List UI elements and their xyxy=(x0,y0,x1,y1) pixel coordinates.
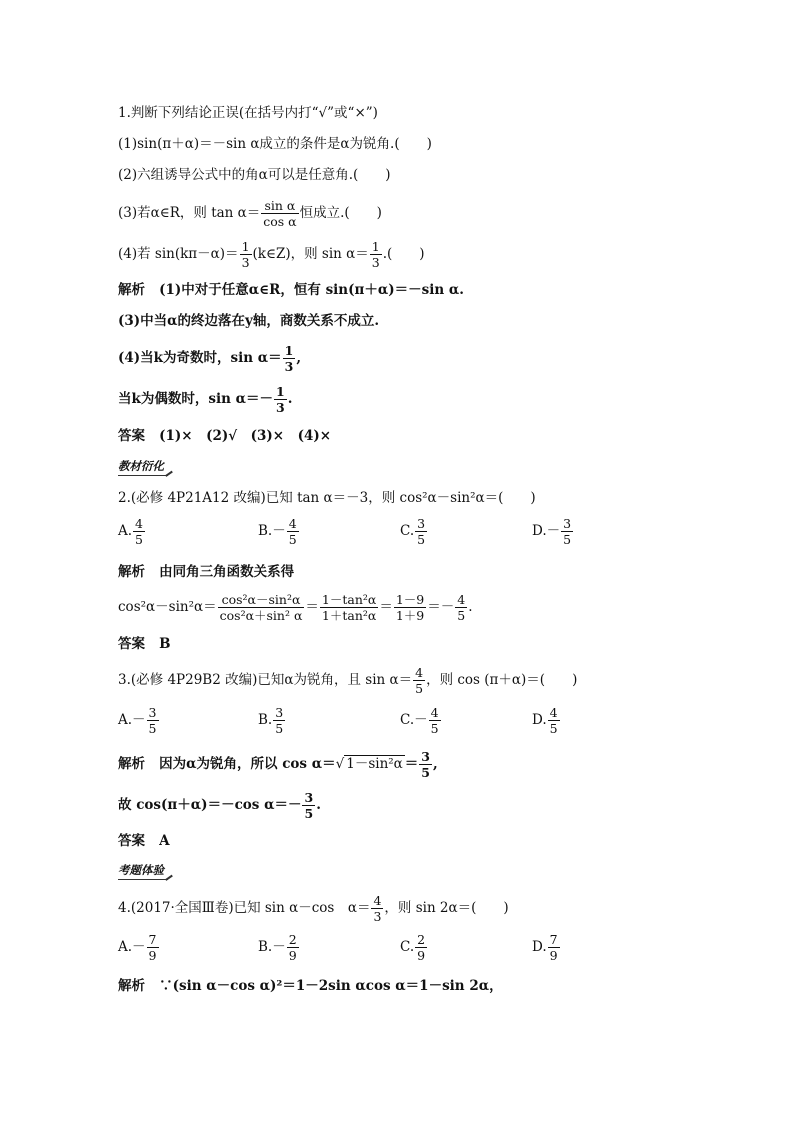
fraction: $\frac{1}{3}$ xyxy=(241,239,250,270)
section-tag-textbook: 教材衍化 xyxy=(118,458,168,476)
q1-solution-4a: (4)当k为奇数时，sin α＝ $\frac{1}{3}$ , xyxy=(118,343,302,374)
section-tag-exam: 考题体验 xyxy=(118,862,168,880)
answer-label: 答案 xyxy=(118,428,145,444)
q3-option-c: C.－ $\frac{4}{5}$ xyxy=(400,705,439,736)
q1-statement-3: (3)若α∈R，则 tan α＝ $\frac{\text{sin α}}{\text{cos α}}$ 恒成立.( ) xyxy=(118,198,382,229)
q3-answer: 答案 A xyxy=(118,833,170,849)
q3-option-a: A.－ $\frac{3}{5}$ xyxy=(118,705,157,736)
q1-solution-1: 解析 (1)中对于任意α∈R，恒有 sin(π＋α)＝－sin α. xyxy=(118,282,464,298)
solution-label: 解析 xyxy=(118,756,145,772)
q2-option-b: B.－ $\frac{4}{5}$ xyxy=(258,516,297,547)
q1-solution-3: (3)中当α的终边落在y轴，商数关系不成立. xyxy=(118,313,380,329)
q1-answer: 答案 (1)× (2)√ (3)× (4)× xyxy=(118,428,332,444)
fraction: $\frac{\text{sin α}}{\text{cos α}}$ xyxy=(263,198,297,229)
q1-statement-2: (2)六组诱导公式中的角α可以是任意角.( ) xyxy=(118,167,391,183)
q2-option-c: C. $\frac{3}{5}$ xyxy=(400,516,426,547)
q3-solution-1: 解析 因为α为锐角，所以 cos α＝√ 1－sin²α ＝ $\frac{3}{5}$ , xyxy=(118,749,438,780)
q4-option-b: B.－ $\frac{2}{9}$ xyxy=(258,932,297,963)
q3-solution-2: 故 cos(π＋α)＝－cos α＝－ $\frac{3}{5}$ . xyxy=(118,790,321,821)
solution-label: 解析 xyxy=(118,978,145,994)
fraction: $\frac{1}{3}$ xyxy=(371,239,380,270)
answer-label: 答案 xyxy=(118,833,145,849)
answer-label: 答案 xyxy=(118,636,145,652)
q3-option-d: D. $\frac{4}{5}$ xyxy=(532,705,558,736)
q1-stem: 1.判断下列结论正误(在括号内打“√”或“×”) xyxy=(118,105,378,121)
q2-option-a: A. $\frac{4}{5}$ xyxy=(118,516,143,547)
q2-stem: 2.(必修 4P21A12 改编)已知 tan α＝－3，则 cos²α－sin²α＝( ) xyxy=(118,490,536,506)
q1-solution-4b: 当k为偶数时，sin α＝－ $\frac{1}{3}$ . xyxy=(118,384,293,415)
q2-equation: cos²α－sin²α＝ $\frac{\text{cos²α－sin²α}}{\text{cos²α＋sin² α}}$ ＝ $\frac{\text{1－tan²α}}{\text{1＋tan²α}}$ ＝ $\frac{1-9}{1+9}$ ＝－ $\frac{4}{5}$ . xyxy=(118,592,473,623)
q1-statement-1: (1)sin(π＋α)＝－sin α成立的条件是α为锐角.( ) xyxy=(118,136,432,152)
q2-answer: 答案 B xyxy=(118,636,171,652)
q4-option-d: D. $\frac{7}{9}$ xyxy=(532,932,558,963)
q2-solution: 解析 由同角三角函数关系得 xyxy=(118,564,295,580)
q1-statement-4: (4)若 sin(kπ－α)＝ $\frac{1}{3}$ (k∈Z)，则 sin α＝ $\frac{1}{3}$ .( ) xyxy=(118,239,425,270)
solution-label: 解析 xyxy=(118,564,145,580)
q2-option-d: D.－ $\frac{3}{5}$ xyxy=(532,516,572,547)
fraction: $\frac{1}{3}$ xyxy=(276,384,285,415)
fraction: $\frac{1}{3}$ xyxy=(284,343,294,374)
q4-stem: 4.(2017·全国Ⅲ卷)已知 sin α－cos α＝ $\frac{4}{3}$ ，则 sin 2α＝( ) xyxy=(118,893,509,924)
q3-option-b: B. $\frac{3}{5}$ xyxy=(258,705,284,736)
q4-option-c: C. $\frac{2}{9}$ xyxy=(400,932,426,963)
q3-stem: 3.(必修 4P29B2 改编)已知α为锐角，且 sin α＝ $\frac{4}{5}$ ，则 cos (π＋α)＝( ) xyxy=(118,665,578,696)
q4-option-a: A.－ $\frac{7}{9}$ xyxy=(118,932,157,963)
q4-solution: 解析 ∵(sin α－cos α)²＝1－2sin αcos α＝1－sin 2α， xyxy=(118,978,503,994)
solution-label: 解析 xyxy=(118,282,145,298)
